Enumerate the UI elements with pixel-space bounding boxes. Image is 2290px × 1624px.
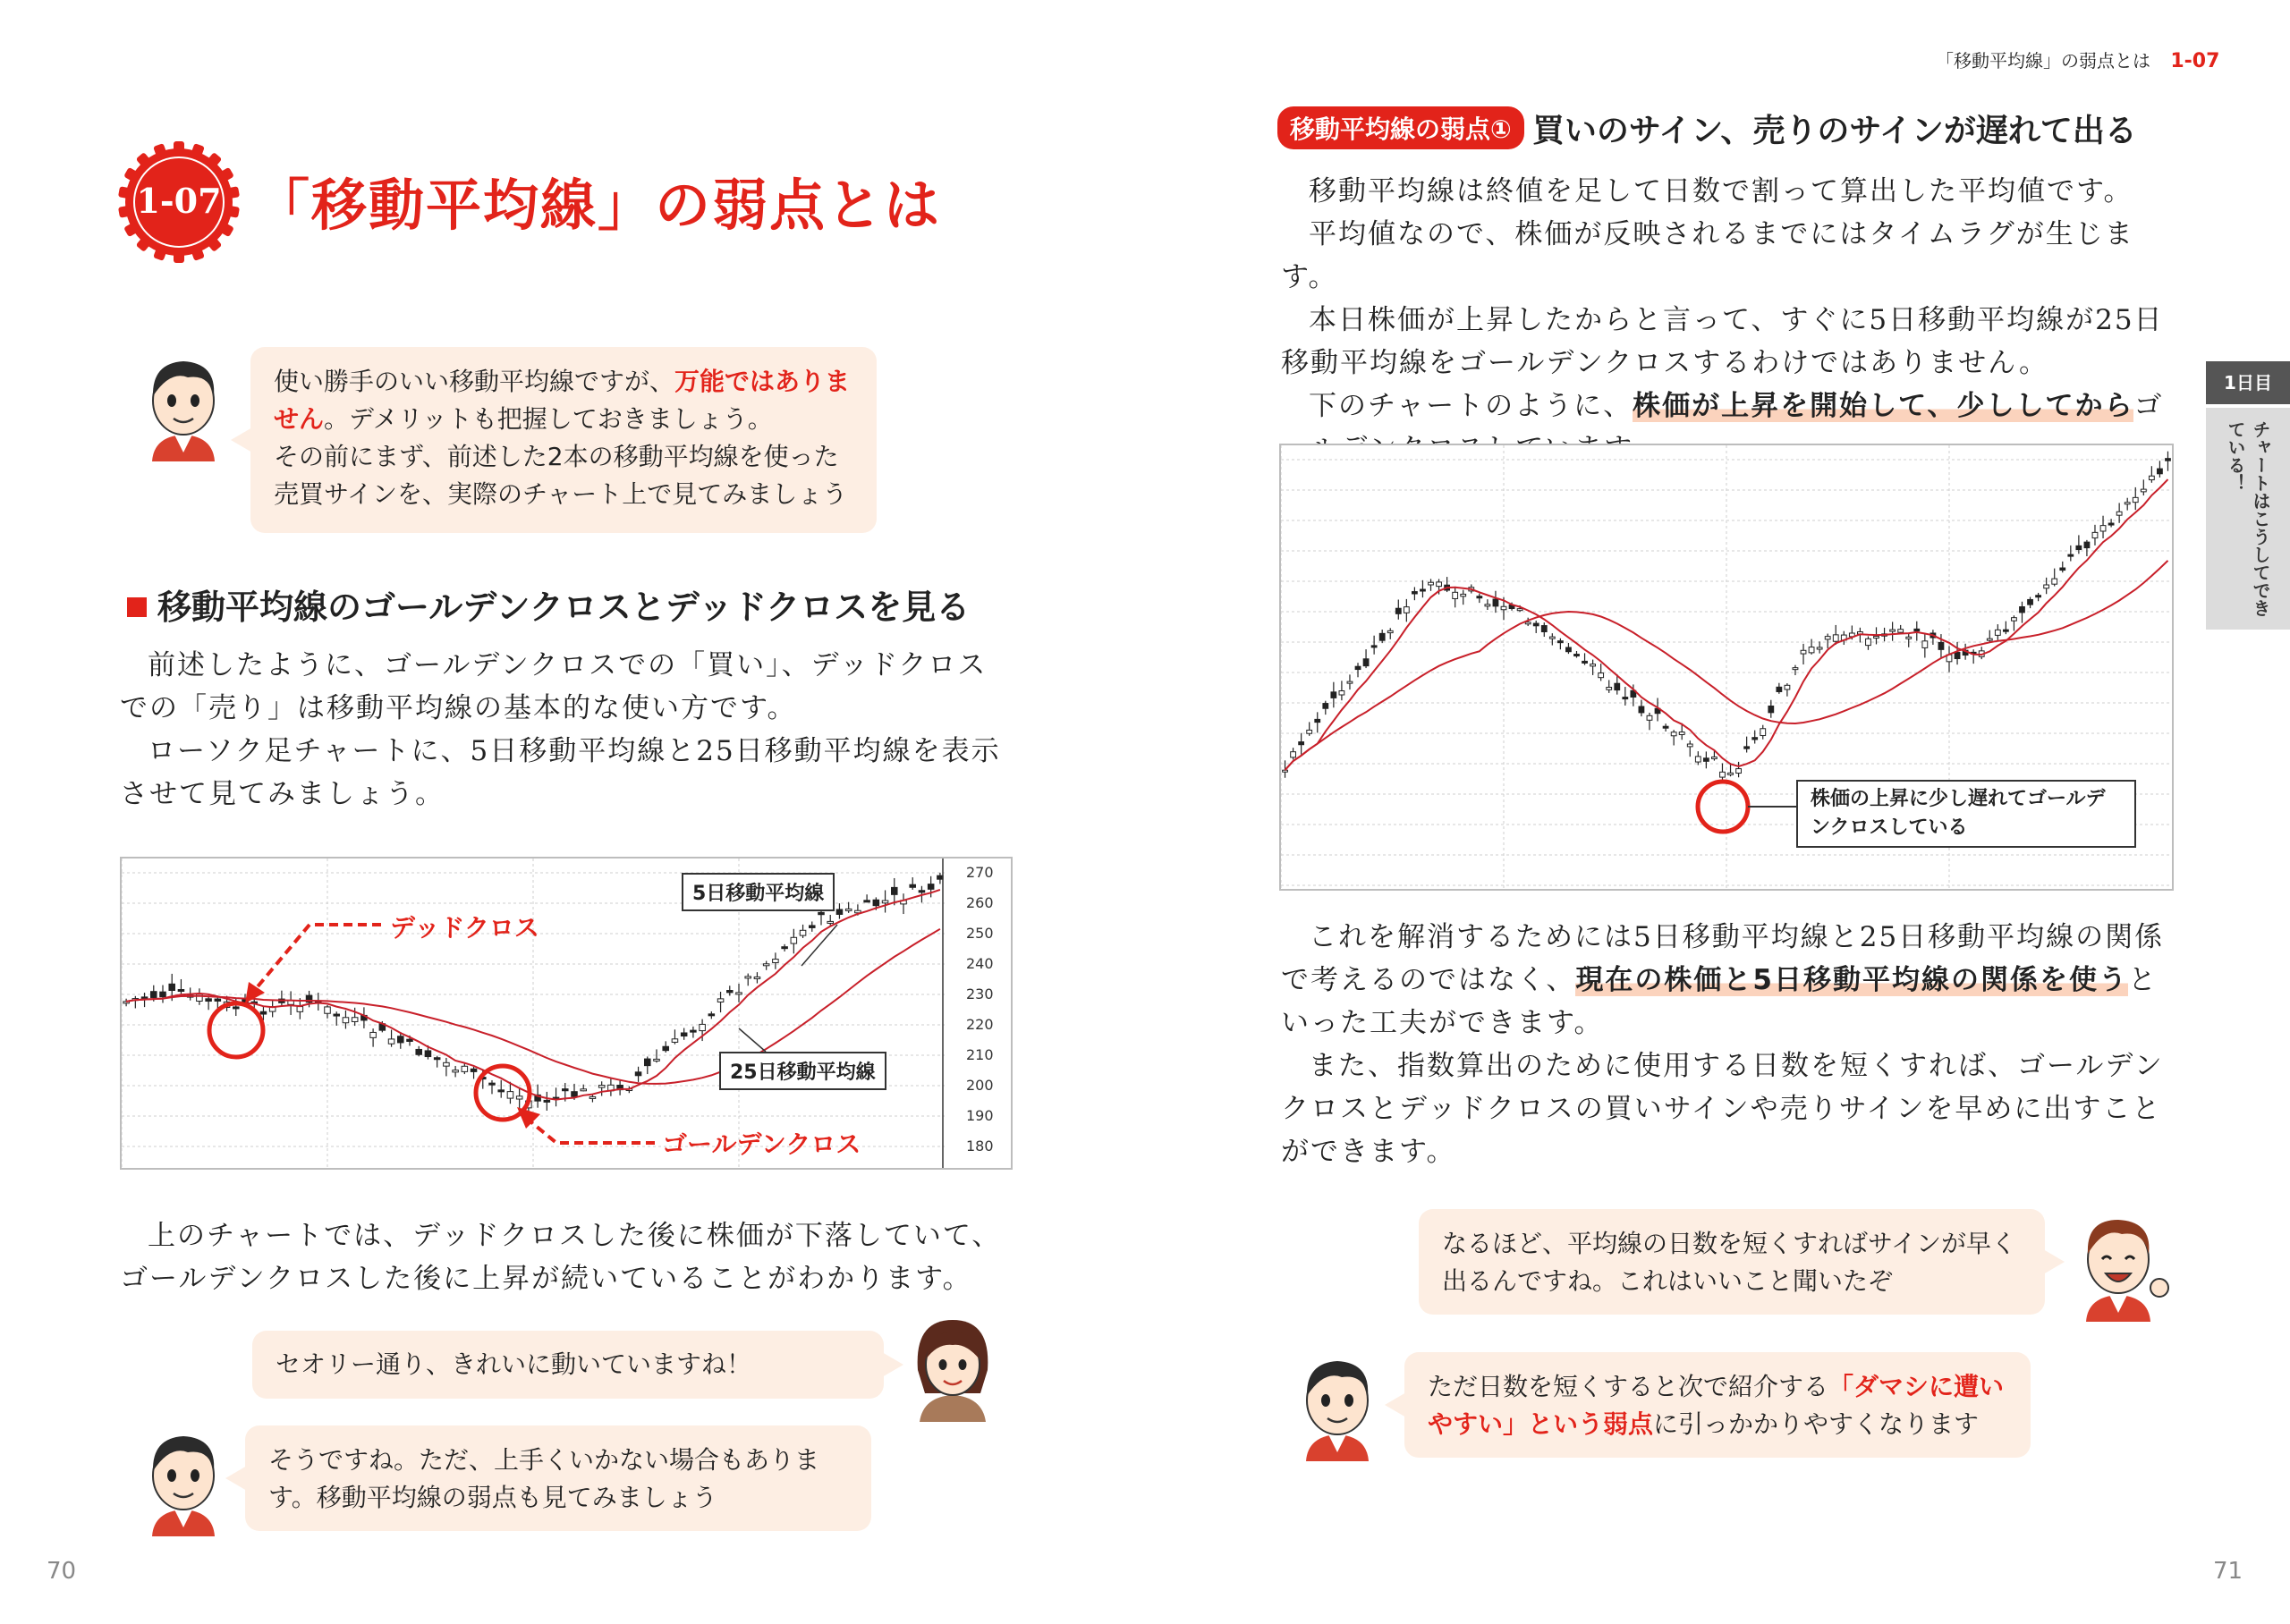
candle-body (1720, 772, 1726, 777)
bubble-text: 。デメリットも把握しておきましょう。 (324, 404, 773, 434)
candle-body (151, 992, 157, 998)
man-avatar (134, 1422, 233, 1538)
candle-body (598, 1086, 605, 1088)
candle-body (1801, 650, 1806, 654)
speech-bubble-right-1 (1419, 1209, 2045, 1315)
ma5-label: 5日移動平均線 (682, 873, 835, 911)
candle-body (1323, 704, 1328, 709)
candle-body (444, 1062, 450, 1066)
candle-body (2020, 607, 2025, 613)
paragraph: 本日株価が上昇したからと言って、すぐに5日移動平均線が25日移動平均線をゴールデンクロスするわけではありません。 (1281, 304, 2164, 379)
paragraph: 前述したように、ゴールデンクロスでの「買い」、デッドクロスでの「売り」は移動平均線の基本的な使い方です。 (120, 649, 988, 724)
candle-body (498, 1090, 505, 1092)
candle-body (2028, 599, 2033, 605)
candle-body (489, 1083, 496, 1085)
candle-body (928, 884, 934, 890)
running-title: 「移動平均線」の弱点とは (1936, 50, 2150, 72)
chart-callout (1796, 780, 2136, 848)
bubble-text: ただ日数を短くすると次で紹介する (1428, 1372, 1829, 1401)
candle-body (1695, 757, 1701, 762)
candle-body (2125, 503, 2130, 504)
side-tab-label: チャートはこうしてできている！ (2225, 420, 2271, 617)
candle-body (700, 1024, 706, 1030)
candle-body (1299, 742, 1304, 745)
ma25-label: 25日移動平均線 (719, 1052, 886, 1090)
candle-body (1421, 589, 1426, 591)
candle-body (2149, 476, 2154, 479)
weakness-heading (1277, 106, 2137, 151)
candle-body (919, 891, 925, 892)
candle-body (2133, 497, 2138, 502)
candle-body (1599, 673, 1604, 678)
intro-speech-bubble (250, 347, 877, 533)
candle-body (1525, 622, 1531, 624)
excited-man-avatar (2066, 1207, 2174, 1324)
candle-body (1339, 691, 1344, 696)
candle-body (1283, 770, 1288, 772)
candle-body (1793, 668, 1798, 670)
candle-body (1623, 698, 1628, 699)
bubble-text: その前にまず、前述した2本の移動平均線を使った売買サインを、実際のチャート上で見てみましょう (274, 442, 848, 509)
candle-body (453, 1070, 459, 1072)
candle-body (1922, 641, 1928, 648)
candle-body (1703, 758, 1709, 762)
candle-body (2166, 459, 2171, 461)
candle-body (1493, 599, 1498, 606)
candle-body (892, 887, 898, 894)
candle-body (1906, 637, 1912, 639)
left-paragraph-bottom (120, 1214, 1014, 1300)
candle-body (1590, 664, 1596, 666)
candle-body (2044, 585, 2049, 588)
candle-body (1412, 592, 1418, 594)
text: といった工夫ができます。 (1281, 964, 2158, 1039)
candle-body (635, 1072, 641, 1076)
candle-body (1825, 637, 1830, 639)
candle-body (1809, 647, 1814, 653)
bubble-highlight: 「ダマシに遭いやすい」という弱点 (1428, 1372, 2005, 1439)
candle-body (708, 1014, 715, 1016)
candle-body (663, 1046, 669, 1050)
candle-body (782, 947, 788, 949)
candle-body (1866, 639, 1871, 645)
candle-body (572, 1092, 578, 1097)
candle-body (1355, 666, 1361, 669)
candle-body (1768, 706, 1774, 712)
section-badge (118, 141, 240, 263)
running-header (1936, 47, 2219, 72)
y-tick: 240 (966, 955, 994, 972)
candle-body (462, 1066, 468, 1071)
page-number-right: 71 (2213, 1558, 2243, 1585)
candle-body (407, 1039, 413, 1041)
highlighted-text: 現在の株価と5日移動平均線の関係を使う (1575, 964, 2128, 996)
candle-body (388, 1039, 394, 1044)
candle-body (589, 1096, 596, 1098)
text: 下のチャートのように、 (1309, 390, 1633, 422)
candle-body (1728, 773, 1734, 774)
candle-body (2141, 489, 2146, 492)
candle-body (1679, 732, 1684, 735)
candle-body (1874, 637, 1879, 639)
candle-body (773, 960, 779, 963)
side-tab-day: 1日目 (2206, 361, 2290, 404)
candle-body (1760, 729, 1766, 736)
candle-body (791, 937, 797, 943)
y-tick: 260 (966, 894, 994, 911)
y-tick: 210 (966, 1046, 994, 1063)
weakness-heading-text: 買いのサイン、売りのサインが遅れて出る (1531, 113, 2137, 149)
candle-body (2092, 532, 2098, 537)
candle-body (736, 993, 742, 994)
candle-body (2116, 512, 2122, 515)
candle-body (1777, 687, 1782, 691)
candle-body (1371, 646, 1377, 647)
candle-body (169, 984, 175, 990)
candle-body (1331, 692, 1336, 698)
candle-body (717, 999, 724, 1002)
y-tick: 200 (966, 1077, 994, 1094)
running-section-number: 1-07 (2170, 50, 2220, 72)
bubble-text: セオリー通り、きれいに動いていますね！ (276, 1349, 752, 1379)
candle-body (827, 921, 834, 923)
candle-body (1363, 659, 1369, 666)
square-bullet-icon (127, 597, 147, 617)
candle-body (434, 1058, 440, 1060)
candle-body (1744, 747, 1750, 749)
y-axis-ticks (957, 859, 1011, 1168)
side-tab-text (2206, 408, 2290, 630)
left-paragraphs-top (120, 644, 1014, 816)
candle-body (1890, 630, 1896, 631)
candle-body (1315, 719, 1320, 722)
candle-body (1582, 661, 1588, 663)
candle-body (1549, 637, 1555, 639)
candle-body (2076, 546, 2082, 549)
candle-body (1671, 732, 1676, 736)
section-heading-text: 移動平均線のゴールデンクロスとデッドクロスを見る (157, 588, 971, 627)
candle-body (471, 1069, 477, 1071)
golden-cross-arrow (526, 1118, 655, 1143)
candle-body (2052, 579, 2057, 584)
candle-body (2012, 618, 2017, 621)
candle-body (2158, 469, 2163, 474)
paragraph (1281, 916, 2176, 1045)
candle-body (398, 1036, 404, 1043)
candle-body (260, 1011, 267, 1014)
ma25-pointer (739, 1028, 766, 1052)
candle-body (2068, 554, 2074, 556)
text: これを解消するためには5日移動平均線と25日移動平均線の関係で考えるのではなく、 (1281, 921, 2165, 996)
candle-body (2060, 568, 2065, 571)
candle-body (1557, 641, 1563, 643)
candle-body (1898, 630, 1904, 632)
candle-body (754, 977, 760, 978)
candle-body (1615, 683, 1620, 689)
candle-body (1429, 582, 1434, 585)
candle-body (233, 1007, 240, 1009)
weakness-tag: 移動平均線の弱点① (1277, 106, 1524, 149)
candle-body (800, 930, 806, 935)
candle-body (2108, 523, 2114, 525)
dead-cross-arrow (254, 925, 381, 991)
candle-body (1647, 715, 1652, 720)
man-avatar (134, 347, 233, 463)
candle-body (563, 1089, 569, 1091)
candle-body (1517, 609, 1522, 611)
candle-body (845, 909, 852, 910)
candle-body (297, 1007, 303, 1012)
candle-body (1955, 653, 1960, 659)
candle-body (1663, 726, 1668, 728)
candle-body (2036, 596, 2041, 597)
paragraph: 上のチャートでは、デッドクロスした後に株価が下落していて、ゴールデンクロスした後に上昇が続いていることがわかります。 (120, 1220, 1002, 1295)
page-title: 「移動平均線」の弱点とは (254, 173, 942, 238)
y-tick: 230 (966, 985, 994, 1002)
candle-body (1987, 639, 1992, 640)
candle-body (1785, 685, 1790, 689)
candle-body (1533, 623, 1539, 626)
dead-cross-label: デッドクロス (390, 913, 539, 943)
candle-body (507, 1092, 513, 1098)
candle-body (681, 1033, 687, 1036)
candle-body (2100, 526, 2106, 531)
candle-body (1938, 642, 1944, 649)
bubble-text: そうですね。ただ、上手くいかない場合もあります。移動平均線の弱点も見てみましょう (268, 1445, 820, 1512)
bubble-text: なるほど、平均線の日数を短くすればサインが早く出るんですね。これはいいこと聞いたぞ (1442, 1229, 2017, 1296)
highlighted-text: 株価が上昇を開始して、少ししてから (1633, 390, 2134, 422)
candle-body (1395, 608, 1401, 613)
candle-body (334, 1014, 340, 1016)
section-heading (127, 579, 970, 629)
candle-body (370, 1032, 377, 1037)
speech-bubble-right-2 (1404, 1352, 2031, 1458)
candle-body (1833, 635, 1838, 641)
candle-body (763, 964, 769, 966)
candle-body (910, 884, 916, 887)
side-tab (2206, 361, 2290, 630)
candle-body (160, 992, 166, 996)
candle-body (818, 912, 825, 914)
candle-body (1607, 688, 1612, 690)
candle-body (937, 875, 944, 879)
paragraph: ローソク足チャートに、5日移動平均線と25日移動平均線を表示させて見てみましょう。 (120, 735, 1001, 810)
candle-body (836, 909, 843, 914)
badge-number: 1-07 (136, 181, 222, 221)
candle-body (581, 1089, 587, 1091)
candle-body (352, 1018, 358, 1022)
candle-body (2003, 630, 2008, 631)
text: ゴ (2133, 390, 2164, 422)
candle-body (1752, 738, 1758, 740)
candle-body (1307, 730, 1312, 733)
page-number-left: 70 (47, 1558, 77, 1585)
candle-body (745, 977, 751, 978)
chart-svg (122, 859, 1011, 1168)
woman-speech-bubble (252, 1331, 884, 1399)
candle-body (343, 1018, 349, 1023)
candle-body (215, 999, 221, 1001)
candle-body (645, 1059, 651, 1066)
candle-body (1914, 629, 1920, 630)
candle-body (864, 901, 870, 902)
candle-body (1404, 607, 1409, 613)
candle-body (2084, 542, 2090, 547)
candle-body (544, 1100, 550, 1102)
candle-body (1477, 596, 1482, 598)
y-tick: 190 (966, 1107, 994, 1124)
candle-body (1387, 630, 1393, 632)
candle-body (1437, 582, 1442, 587)
candle-body (1461, 594, 1466, 596)
bubble-text: 使い勝手のいい移動平均線ですが、 (274, 367, 675, 396)
right-paragraphs-bottom (1281, 916, 2176, 1173)
candle-body (1291, 752, 1296, 757)
candle-body (672, 1039, 678, 1043)
candle-body (1347, 681, 1353, 683)
candle-body (882, 901, 888, 903)
golden-cross-label: ゴールデンクロス (662, 1129, 861, 1159)
candle-body (1574, 655, 1580, 656)
bubble-text: に引っかかりやすくなります (1653, 1409, 1980, 1439)
candle-body (1817, 647, 1822, 649)
right-paragraphs-top (1281, 170, 2176, 470)
candle-body (1541, 626, 1547, 632)
man-speech-bubble (245, 1425, 871, 1531)
candle-body (1687, 744, 1692, 747)
candle-body (1501, 606, 1506, 609)
woman-avatar (903, 1307, 1002, 1424)
candle-body (810, 926, 816, 927)
bubble-highlight: 万能ではありません (274, 367, 851, 434)
left-candlestick-chart (120, 857, 1013, 1170)
candle-body (1485, 605, 1490, 606)
callout-text: 株価の上昇に少し遅れてゴールデンクロスしている (1811, 788, 2106, 839)
candle-body (206, 999, 212, 1002)
candle-body (516, 1096, 522, 1099)
candle-body (1379, 633, 1385, 640)
candle-body (1736, 769, 1742, 774)
y-tick: 250 (966, 925, 994, 942)
y-tick: 220 (966, 1016, 994, 1033)
paragraph: 平均値なので、株価が反映されるまでにはタイムラグが生じます。 (1281, 218, 2134, 293)
y-tick: 270 (966, 864, 994, 881)
right-candlestick-chart (1279, 444, 2174, 891)
candle-body (1712, 757, 1718, 758)
candle-body (691, 1030, 697, 1032)
y-tick: 180 (966, 1138, 994, 1155)
candle-body (1566, 647, 1572, 652)
paragraph: 移動平均線は終値を足して日数で割って算出した平均値です。 (1309, 175, 2133, 207)
candle-body (873, 900, 879, 905)
candle-body (425, 1051, 431, 1057)
candle-body (1453, 592, 1458, 598)
candle-body (416, 1049, 422, 1054)
man-avatar (1288, 1347, 1387, 1463)
paragraph: また、指数算出のために使用する日数を短くすれば、ゴールデンクロスとデッドクロスの買いサインや売りサインを早めに出すことができます。 (1281, 1050, 2164, 1168)
candle-body (654, 1059, 660, 1061)
candle-body (178, 990, 184, 992)
candle-body (1639, 706, 1644, 713)
candle-body (727, 991, 734, 993)
candle-body (325, 1007, 331, 1013)
candle-body (1995, 630, 2000, 635)
